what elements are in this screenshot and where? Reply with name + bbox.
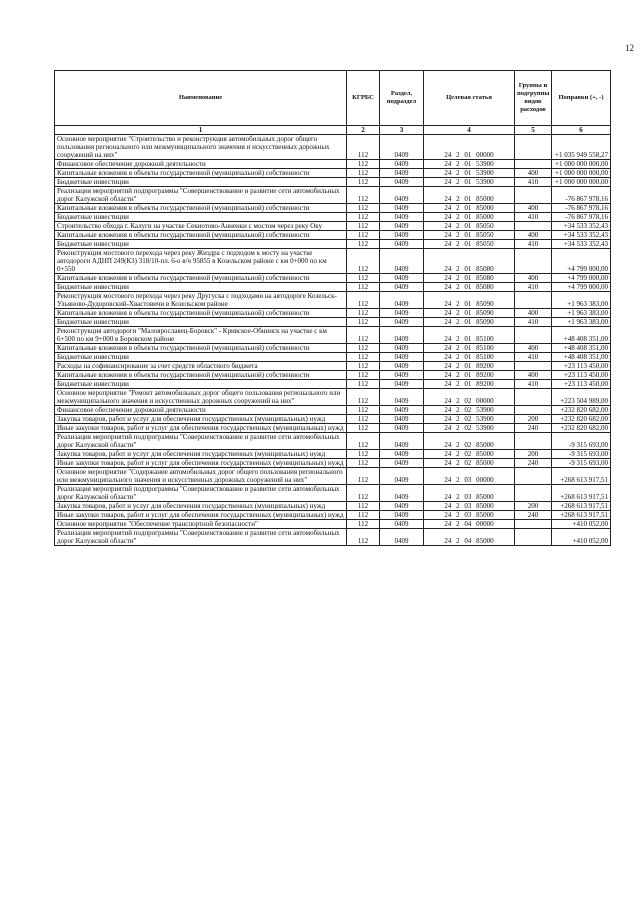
row-group-cell — [515, 389, 552, 406]
row-name-cell: Закупка товаров, работ и услуг для обеспечения государственных (муниципальных) нужд — [55, 502, 347, 511]
row-kgrbs-cell: 112 — [347, 240, 380, 249]
row-section-cell: 0409 — [380, 459, 424, 468]
row-kgrbs-cell: 112 — [347, 213, 380, 222]
row-section-cell: 0409 — [380, 502, 424, 511]
row-group-cell: 240 — [515, 511, 552, 520]
row-name-cell: Реконструкция автодороги "Малоярославец-Боровск" - Кривское-Обнинск на участке с км 6+500 по км 9+000 в Боровском районе — [55, 327, 347, 344]
row-name-cell: Строительство обхода г. Калуги на участке Секиотово-Анненки с мостом через реку Оку — [55, 222, 347, 231]
row-name-cell: Основное мероприятие "Обеспечение транспортной безопасности" — [55, 520, 347, 529]
row-article-cell: 24 2 02 85000 — [424, 433, 515, 450]
row-article-cell: 24 2 01 85000 — [424, 213, 515, 222]
row-kgrbs-cell: 112 — [347, 529, 380, 546]
row-group-cell — [515, 433, 552, 450]
row-section-cell: 0409 — [380, 292, 424, 309]
row-name-cell: Иные закупки товаров, работ и услуг для обеспечения государственных (муниципальных) нужд — [55, 511, 347, 520]
column-number: 4 — [424, 126, 515, 135]
row-group-cell — [515, 468, 552, 485]
row-section-cell: 0409 — [380, 204, 424, 213]
row-amount-cell: +1 000 000 000,00 — [552, 169, 611, 178]
row-group-cell: 400 — [515, 371, 552, 380]
header-amount: Поправки (+, -) — [552, 71, 611, 126]
row-article-cell: 24 2 01 89200 — [424, 371, 515, 380]
table-row — [55, 520, 611, 529]
row-article-cell: 24 2 01 89200 — [424, 380, 515, 389]
row-article-cell: 24 2 01 53900 — [424, 160, 515, 169]
table-row — [55, 371, 611, 380]
row-article-cell: 24 2 02 53900 — [424, 415, 515, 424]
column-number-row — [55, 126, 611, 135]
table-row — [55, 292, 611, 309]
row-kgrbs-cell: 112 — [347, 222, 380, 231]
column-number: 6 — [552, 126, 611, 135]
row-group-cell: 400 — [515, 169, 552, 178]
row-section-cell: 0409 — [380, 135, 424, 160]
row-group-cell — [515, 529, 552, 546]
header-group: Группы и подгруппы видов расходов — [515, 71, 552, 126]
row-group-cell: 410 — [515, 318, 552, 327]
row-kgrbs-cell: 112 — [347, 327, 380, 344]
row-name-cell: Реализация мероприятий подпрограммы "Совершенствование и развитие сети автомобильных дорог Калужской области" — [55, 529, 347, 546]
row-amount-cell: +48 408 351,00 — [552, 353, 611, 362]
table-row — [55, 511, 611, 520]
row-group-cell — [515, 485, 552, 502]
row-name-cell: Бюджетные инвестиции — [55, 240, 347, 249]
table-row — [55, 309, 611, 318]
row-group-cell: 410 — [515, 178, 552, 187]
row-section-cell: 0409 — [380, 169, 424, 178]
row-name-cell: Бюджетные инвестиции — [55, 380, 347, 389]
table-row — [55, 529, 611, 546]
row-name-cell: Иные закупки товаров, работ и услуг для обеспечения государственных (муниципальных) нужд — [55, 424, 347, 433]
row-name-cell: Расходы на софинансирование за счет средств областного бюджета — [55, 362, 347, 371]
row-section-cell: 0409 — [380, 529, 424, 546]
row-amount-cell: +23 113 450,00 — [552, 371, 611, 380]
row-kgrbs-cell: 112 — [347, 459, 380, 468]
row-article-cell: 24 2 01 85090 — [424, 292, 515, 309]
row-section-cell: 0409 — [380, 424, 424, 433]
row-article-cell: 24 2 01 53900 — [424, 178, 515, 187]
row-amount-cell: +268 613 917,51 — [552, 468, 611, 485]
table-row — [55, 380, 611, 389]
row-amount-cell: +232 820 682,00 — [552, 424, 611, 433]
row-amount-cell: +1 000 000 000,00 — [552, 160, 611, 169]
table-row — [55, 231, 611, 240]
row-article-cell: 24 2 01 85080 — [424, 249, 515, 274]
row-name-cell: Реконструкция мостового перехода через реку Другуска с подходами на автодороге Козельск-Ульяново-Дудоровский-Хвастовичи в Козельском районе — [55, 292, 347, 309]
row-name-cell: Основное мероприятие "Содержание автомобильных дорог общего пользования регионального или межмуниципального значения и искусственных дорожных сооружений на них" — [55, 468, 347, 485]
row-kgrbs-cell: 112 — [347, 468, 380, 485]
row-kgrbs-cell: 112 — [347, 309, 380, 318]
table-row — [55, 178, 611, 187]
row-group-cell — [515, 187, 552, 204]
row-amount-cell: +1 963 383,00 — [552, 309, 611, 318]
table-row — [55, 502, 611, 511]
row-kgrbs-cell: 112 — [347, 433, 380, 450]
row-kgrbs-cell: 112 — [347, 424, 380, 433]
row-amount-cell: +1 963 383,00 — [552, 318, 611, 327]
table-row — [55, 222, 611, 231]
row-section-cell: 0409 — [380, 283, 424, 292]
row-section-cell: 0409 — [380, 222, 424, 231]
row-amount-cell: -9 315 693,00 — [552, 450, 611, 459]
row-kgrbs-cell: 112 — [347, 169, 380, 178]
row-article-cell: 24 2 01 85090 — [424, 318, 515, 327]
row-amount-cell: +34 533 352,43 — [552, 240, 611, 249]
row-amount-cell: +223 504 989,00 — [552, 389, 611, 406]
row-kgrbs-cell: 112 — [347, 178, 380, 187]
row-section-cell: 0409 — [380, 468, 424, 485]
row-name-cell: Реализация мероприятий подпрограммы "Совершенствование и развитие сети автомобильных дорог Калужской области" — [55, 433, 347, 450]
row-section-cell: 0409 — [380, 511, 424, 520]
row-amount-cell: +410 052,00 — [552, 529, 611, 546]
table-row — [55, 468, 611, 485]
row-group-cell: 400 — [515, 309, 552, 318]
row-amount-cell: -9 315 693,00 — [552, 433, 611, 450]
row-article-cell: 24 2 01 85050 — [424, 222, 515, 231]
row-amount-cell: +48 408 351,00 — [552, 344, 611, 353]
row-group-cell: 400 — [515, 344, 552, 353]
row-amount-cell: +268 613 917,51 — [552, 511, 611, 520]
row-amount-cell: +268 613 917,51 — [552, 485, 611, 502]
row-kgrbs-cell: 112 — [347, 485, 380, 502]
header-kgrbs: КГРБС — [347, 71, 380, 126]
row-amount-cell: +1 963 383,00 — [552, 292, 611, 309]
table-row — [55, 459, 611, 468]
row-section-cell: 0409 — [380, 362, 424, 371]
row-article-cell: 24 2 01 85000 — [424, 204, 515, 213]
row-name-cell: Закупка товаров, работ и услуг для обеспечения государственных (муниципальных) нужд — [55, 450, 347, 459]
row-article-cell: 24 2 03 85000 — [424, 502, 515, 511]
row-amount-cell: +4 799 000,00 — [552, 249, 611, 274]
column-number: 5 — [515, 126, 552, 135]
row-kgrbs-cell: 112 — [347, 249, 380, 274]
row-group-cell — [515, 160, 552, 169]
row-name-cell: Реализация мероприятий подпрограммы "Совершенствование и развитие сети автомобильных дорог Калужской области" — [55, 485, 347, 502]
row-name-cell: Реконструкция мостового перехода через реку Жиздра с подходом к мосту на участке автодороги АДНП 249(К3) 318/10-пл. 6-о в/ч 95855 в Козельском районе с км 0+000 по км 0+550 — [55, 249, 347, 274]
table-row — [55, 213, 611, 222]
table-row — [55, 424, 611, 433]
row-name-cell: Закупка товаров, работ и услуг для обеспечения государственных (муниципальных) нужд — [55, 415, 347, 424]
table-row — [55, 169, 611, 178]
row-name-cell: Бюджетные инвестиции — [55, 353, 347, 362]
table-row — [55, 353, 611, 362]
row-amount-cell: +34 533 352,43 — [552, 222, 611, 231]
row-group-cell: 400 — [515, 274, 552, 283]
row-article-cell: 24 2 01 53900 — [424, 169, 515, 178]
row-name-cell: Иные закупки товаров, работ и услуг для обеспечения государственных (муниципальных) нужд — [55, 459, 347, 468]
row-article-cell: 24 2 01 85000 — [424, 187, 515, 204]
row-article-cell: 24 2 02 53900 — [424, 406, 515, 415]
row-group-cell: 410 — [515, 283, 552, 292]
table-row — [55, 389, 611, 406]
row-amount-cell: +410 052,00 — [552, 520, 611, 529]
row-group-cell: 410 — [515, 240, 552, 249]
column-number: 3 — [380, 126, 424, 135]
row-amount-cell: +23 113 450,00 — [552, 380, 611, 389]
table-row — [55, 160, 611, 169]
row-kgrbs-cell: 112 — [347, 344, 380, 353]
row-name-cell: Основное мероприятие "Строительство и реконструкция автомобильных дорог общего пользования регионального или межмуниципального значения и искусственных дорожных сооружений на них" — [55, 135, 347, 160]
row-amount-cell: -76 867 978,16 — [552, 213, 611, 222]
row-article-cell: 24 2 02 85000 — [424, 450, 515, 459]
row-kgrbs-cell: 112 — [347, 406, 380, 415]
row-amount-cell: +232 820 682,00 — [552, 406, 611, 415]
table-row — [55, 135, 611, 160]
row-amount-cell: +23 113 450,00 — [552, 362, 611, 371]
row-group-cell: 240 — [515, 424, 552, 433]
row-section-cell: 0409 — [380, 406, 424, 415]
table-row — [55, 204, 611, 213]
row-name-cell: Бюджетные инвестиции — [55, 213, 347, 222]
row-group-cell — [515, 327, 552, 344]
row-article-cell: 24 2 02 00000 — [424, 389, 515, 406]
row-article-cell: 24 2 01 85090 — [424, 309, 515, 318]
row-group-cell — [515, 135, 552, 160]
row-article-cell: 24 2 01 85080 — [424, 274, 515, 283]
row-amount-cell: +4 799 000,00 — [552, 274, 611, 283]
row-article-cell: 24 2 01 85100 — [424, 353, 515, 362]
table-row — [55, 485, 611, 502]
row-group-cell: 400 — [515, 231, 552, 240]
row-article-cell: 24 2 02 53900 — [424, 424, 515, 433]
row-section-cell: 0409 — [380, 249, 424, 274]
row-article-cell: 24 2 01 85050 — [424, 240, 515, 249]
header-row — [55, 71, 611, 126]
header-name: Наименование — [55, 71, 347, 126]
row-article-cell: 24 2 01 85100 — [424, 327, 515, 344]
row-name-cell: Капитальные вложения в объекты государственной (муниципальной) собственности — [55, 371, 347, 380]
row-group-cell: 200 — [515, 450, 552, 459]
row-name-cell: Капитальные вложения в объекты государственной (муниципальной) собственности — [55, 274, 347, 283]
row-section-cell: 0409 — [380, 240, 424, 249]
row-kgrbs-cell: 112 — [347, 318, 380, 327]
table-row — [55, 249, 611, 274]
row-article-cell: 24 2 01 85080 — [424, 283, 515, 292]
row-group-cell — [515, 362, 552, 371]
row-kgrbs-cell: 112 — [347, 371, 380, 380]
table-row — [55, 406, 611, 415]
row-article-cell: 24 2 01 89200 — [424, 362, 515, 371]
row-amount-cell: -76 867 978,16 — [552, 187, 611, 204]
row-kgrbs-cell: 112 — [347, 135, 380, 160]
column-number: 1 — [55, 126, 347, 135]
row-kgrbs-cell: 112 — [347, 274, 380, 283]
row-kgrbs-cell: 112 — [347, 415, 380, 424]
budget-amendments-table — [54, 70, 611, 546]
row-article-cell: 24 2 04 00000 — [424, 520, 515, 529]
row-kgrbs-cell: 112 — [347, 292, 380, 309]
row-group-cell: 410 — [515, 213, 552, 222]
row-amount-cell: +1 000 000 000,00 — [552, 178, 611, 187]
table-row — [55, 283, 611, 292]
row-group-cell — [515, 520, 552, 529]
row-name-cell: Бюджетные инвестиции — [55, 178, 347, 187]
table-row — [55, 450, 611, 459]
row-article-cell: 24 2 04 85000 — [424, 529, 515, 546]
row-kgrbs-cell: 112 — [347, 362, 380, 371]
row-amount-cell: -76 867 978,16 — [552, 204, 611, 213]
row-section-cell: 0409 — [380, 371, 424, 380]
row-name-cell: Финансовое обеспечение дорожной деятельности — [55, 406, 347, 415]
header-article: Целевая статья — [424, 71, 515, 126]
table-body — [55, 135, 611, 546]
row-name-cell: Основное мероприятие "Ремонт автомобильных дорог общего пользования регионального или межмуниципального значения и искусственных дорожных сооружений на них" — [55, 389, 347, 406]
row-section-cell: 0409 — [380, 344, 424, 353]
row-group-cell: 410 — [515, 380, 552, 389]
row-article-cell: 24 2 03 00000 — [424, 468, 515, 485]
row-section-cell: 0409 — [380, 327, 424, 344]
row-article-cell: 24 2 03 85000 — [424, 485, 515, 502]
table-row — [55, 362, 611, 371]
row-section-cell: 0409 — [380, 485, 424, 502]
row-group-cell — [515, 292, 552, 309]
row-section-cell: 0409 — [380, 433, 424, 450]
table-row — [55, 327, 611, 344]
row-group-cell — [515, 406, 552, 415]
row-group-cell: 410 — [515, 353, 552, 362]
row-group-cell: 240 — [515, 459, 552, 468]
row-article-cell: 24 2 02 85000 — [424, 459, 515, 468]
table-row — [55, 240, 611, 249]
row-name-cell: Капитальные вложения в объекты государственной (муниципальной) собственности — [55, 204, 347, 213]
row-section-cell: 0409 — [380, 213, 424, 222]
row-kgrbs-cell: 112 — [347, 511, 380, 520]
row-group-cell: 200 — [515, 415, 552, 424]
row-amount-cell: +34 533 352,43 — [552, 231, 611, 240]
row-article-cell: 24 2 01 00000 — [424, 135, 515, 160]
row-kgrbs-cell: 112 — [347, 520, 380, 529]
row-kgrbs-cell: 112 — [347, 160, 380, 169]
table-row — [55, 344, 611, 353]
table-row — [55, 187, 611, 204]
row-kgrbs-cell: 112 — [347, 502, 380, 511]
table-row — [55, 274, 611, 283]
row-section-cell: 0409 — [380, 318, 424, 327]
row-kgrbs-cell: 112 — [347, 187, 380, 204]
header-section: Раздел, подраздел — [380, 71, 424, 126]
row-kgrbs-cell: 112 — [347, 283, 380, 292]
row-name-cell: Капитальные вложения в объекты государственной (муниципальной) собственности — [55, 169, 347, 178]
row-section-cell: 0409 — [380, 309, 424, 318]
row-group-cell — [515, 222, 552, 231]
row-name-cell: Бюджетные инвестиции — [55, 318, 347, 327]
row-amount-cell: +268 613 917,51 — [552, 502, 611, 511]
row-section-cell: 0409 — [380, 415, 424, 424]
row-article-cell: 24 2 03 85000 — [424, 511, 515, 520]
row-amount-cell: +1 035 949 558,27 — [552, 135, 611, 160]
row-group-cell — [515, 249, 552, 274]
row-section-cell: 0409 — [380, 380, 424, 389]
row-article-cell: 24 2 01 85050 — [424, 231, 515, 240]
row-kgrbs-cell: 112 — [347, 380, 380, 389]
row-name-cell: Капитальные вложения в объекты государственной (муниципальной) собственности — [55, 309, 347, 318]
row-name-cell: Финансовое обеспечение дорожной деятельности — [55, 160, 347, 169]
row-section-cell: 0409 — [380, 274, 424, 283]
row-section-cell: 0409 — [380, 160, 424, 169]
row-kgrbs-cell: 112 — [347, 389, 380, 406]
table-row — [55, 318, 611, 327]
column-number: 2 — [347, 126, 380, 135]
row-amount-cell: +232 820 682,00 — [552, 415, 611, 424]
row-name-cell: Капитальные вложения в объекты государственной (муниципальной) собственности — [55, 231, 347, 240]
table-row — [55, 433, 611, 450]
row-group-cell: 200 — [515, 502, 552, 511]
row-amount-cell: +48 408 351,00 — [552, 327, 611, 344]
row-kgrbs-cell: 112 — [347, 353, 380, 362]
row-group-cell: 400 — [515, 204, 552, 213]
row-amount-cell: +4 799 000,00 — [552, 283, 611, 292]
row-article-cell: 24 2 01 85100 — [424, 344, 515, 353]
row-kgrbs-cell: 112 — [347, 204, 380, 213]
row-section-cell: 0409 — [380, 520, 424, 529]
row-section-cell: 0409 — [380, 187, 424, 204]
row-name-cell: Реализация мероприятий подпрограммы "Совершенствование и развитие сети автомобильных дорог Калужской области" — [55, 187, 347, 204]
table-row — [55, 415, 611, 424]
row-section-cell: 0409 — [380, 389, 424, 406]
row-section-cell: 0409 — [380, 353, 424, 362]
row-name-cell: Капитальные вложения в объекты государственной (муниципальной) собственности — [55, 344, 347, 353]
row-section-cell: 0409 — [380, 178, 424, 187]
row-name-cell: Бюджетные инвестиции — [55, 283, 347, 292]
page-number: 12 — [625, 43, 634, 53]
row-section-cell: 0409 — [380, 450, 424, 459]
row-section-cell: 0409 — [380, 231, 424, 240]
row-kgrbs-cell: 112 — [347, 450, 380, 459]
row-amount-cell: -9 315 693,00 — [552, 459, 611, 468]
row-kgrbs-cell: 112 — [347, 231, 380, 240]
